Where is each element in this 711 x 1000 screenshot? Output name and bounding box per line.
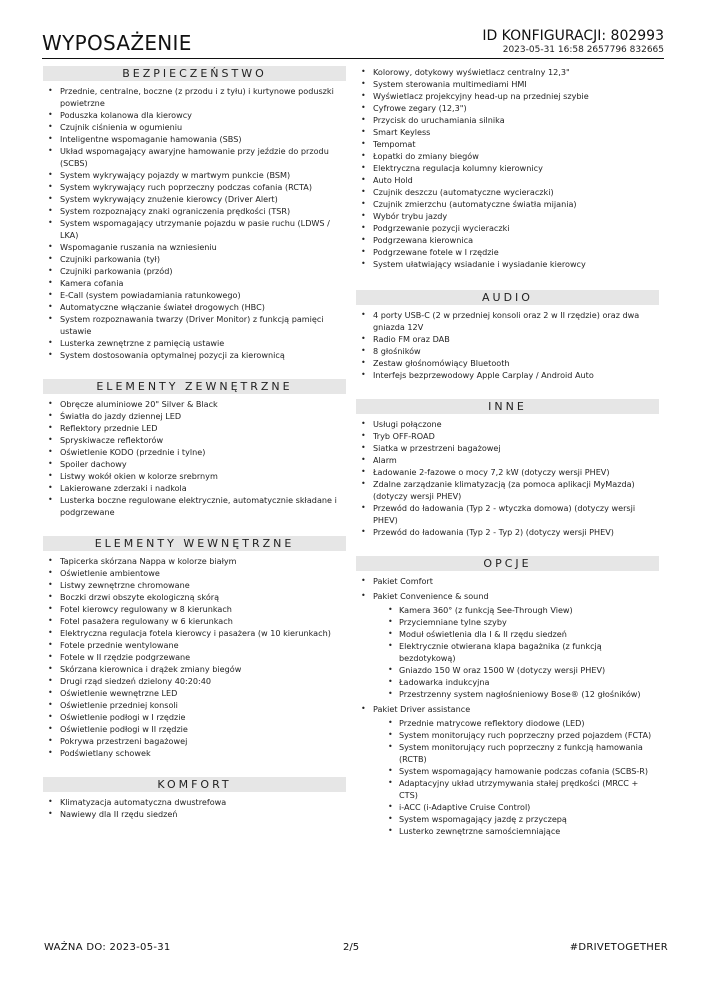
section-title: INNE [356,399,659,414]
list-item: • Fotel kierowcy regulowany w 8 kierunkach [47,603,346,615]
list-item: • Usługi połączone [360,418,659,430]
list-item: • Fotel pasażera regulowany w 6 kierunkach [47,615,346,627]
package-sub-list [373,717,659,837]
list-item: • Podświetlany schowek [47,747,346,759]
right-column [356,66,659,840]
list-item: • Obręcze aluminiowe 20" Silver & Black [47,398,346,410]
list-item: • Lakierowane zderzaki i nadkola [47,482,346,494]
list-item: • Moduł oświetlenia dla I & II rzędu siedzeń [387,628,659,640]
configuration-id: ID KONFIGURACJI: 802993 [482,28,664,44]
item-list [356,66,659,270]
section-opcje [356,556,659,837]
list-item: • Przyciemniane tylne szyby [387,616,659,628]
list-item: • System wykrywający pojazdy w martwym punkcie (BSM) [47,169,346,181]
section-komfort [43,777,346,820]
list-item: • Spryskiwacze reflektorów [47,434,346,446]
list-item: • Wyświetlacz projekcyjny head-up na przedniej szybie [360,90,659,102]
list-item: • Fotele w II rzędzie podgrzewane [47,651,346,663]
list-item: • System wspomagający utrzymanie pojazdu w pasie ruchu (LDWS / LKA) [47,217,346,241]
list-item: • i-ACC (i-Adaptive Cruise Control) [387,801,659,813]
list-item: • Tryb OFF-ROAD [360,430,659,442]
list-item: • Pokrywa przestrzeni bagażowej [47,735,346,747]
list-item: • Zestaw głośnomówiący Bluetooth [360,357,659,369]
list-item: • Zdalne zarządzanie klimatyzacją (za pomoca aplikacji MyMazda) (dotyczy wersji PHEV) [360,478,659,502]
section-title: KOMFORT [43,777,346,792]
list-item: • Alarm [360,454,659,466]
list-item: • Interfejs bezprzewodowy Apple Carplay / Android Auto [360,369,659,381]
list-item: • Czujnik deszczu (automatyczne wycieraczki) [360,186,659,198]
list-item: • Boczki drzwi obszyte ekologiczną skórą [47,591,346,603]
item-list [356,418,659,538]
item-list [43,398,346,518]
package-name: Pakiet Driver assistance [373,704,471,714]
list-item: • Gniazdo 150 W oraz 1500 W (dotyczy wersji PHEV) [387,664,659,676]
list-item: • Przednie matrycowe reflektory diodowe (LED) [387,717,659,729]
list-item: • Ładowanie 2-fazowe o mocy 7,2 kW (dotyczy wersji PHEV) [360,466,659,478]
page-number: 2/5 [343,942,360,953]
list-item: • Lusterko zewnętrzne samościemniające [387,825,659,837]
list-item: • Przewód do ładowania (Typ 2 - Typ 2) (dotyczy wersji PHEV) [360,526,659,538]
list-item: • System dostosowania optymalnej pozycji za kierownicą [47,349,346,361]
list-item: • Oświetlenie KODO (przednie i tylne) [47,446,346,458]
section-bezpieczenstwo [43,66,346,361]
package-item [360,575,659,587]
list-item: • System wykrywający znużenie kierowcy (Driver Alert) [47,193,346,205]
list-item: • Spoiler dachowy [47,458,346,470]
list-item: • Fotele przednie wentylowane [47,639,346,651]
list-item: • Reflektory przednie LED [47,422,346,434]
list-item: • Czujniki parkowania (przód) [47,265,346,277]
list-item: • System monitorujący ruch poprzeczny z funkcją hamowania (RCTB) [387,741,659,765]
list-item: • Podgrzewanie pozycji wycieraczki [360,222,659,234]
list-item: • Skórzana kierownica i drążek zmiany biegów [47,663,346,675]
list-item: • Poduszka kolanowa dla kierowcy [47,109,346,121]
list-item: • System ułatwiający wsiadanie i wysiadanie kierowcy [360,258,659,270]
list-item: • Listwy wokół okien w kolorze srebrnym [47,470,346,482]
section-elementy-zewnetrzne [43,379,346,518]
list-item: • Podgrzewane fotele w I rzędzie [360,246,659,258]
list-item: • Elektrycznie otwierana klapa bagażnika (z funkcją bezdotykową) [387,640,659,664]
list-item: • Oświetlenie ambientowe [47,567,346,579]
list-item: • Układ wspomagający awaryjne hamowanie przy jeździe do przodu (SCBS) [47,145,346,169]
list-item: • Inteligentne wspomaganie hamowania (SBS) [47,133,346,145]
list-item: • Elektryczna regulacja fotela kierowcy i pasażera (w 10 kierunkach) [47,627,346,639]
list-item: • Listwy zewnętrzne chromowane [47,579,346,591]
list-item: • Kamera cofania [47,277,346,289]
list-item: • Elektryczna regulacja kolumny kierownicy [360,162,659,174]
configuration-meta: 2023-05-31 16:58 2657796 832665 [502,45,664,55]
section-title: ELEMENTY ZEWNĘTRZNE [43,379,346,394]
list-item: • Oświetlenie podłogi w I rzędzie [47,711,346,723]
list-item: • System wspomagający jazdę z przyczepą [387,813,659,825]
list-item: • Światła do jazdy dziennej LED [47,410,346,422]
list-item: • Przycisk do uruchamiania silnika [360,114,659,126]
list-item: • 4 porty USB-C (2 w przedniej konsoli oraz 2 w II rzędzie) oraz dwa gniazda 12V [360,309,659,333]
list-item: • Nawiewy dla II rzędu siedzeń [47,808,346,820]
list-item: • Wspomaganie ruszania na wzniesieniu [47,241,346,253]
section-title: BEZPIECZEŃSTWO [43,66,346,81]
list-item: • Klimatyzacja automatyczna dwustrefowa [47,796,346,808]
list-item: • Przestrzenny system nagłośnieniowy Bose® (12 głośników) [387,688,659,700]
list-item: • Czujniki parkowania (tył) [47,253,346,265]
list-item: • Lusterka boczne regulowane elektrycznie, automatycznie składane i podgrzewane [47,494,346,518]
list-item: • Kamera 360° (z funkcją See-Through View) [387,604,659,616]
list-item: • Oświetlenie podłogi w II rzędzie [47,723,346,735]
package-item [360,590,659,700]
list-item: • Podgrzewana kierownica [360,234,659,246]
package-item [360,703,659,837]
list-item: • Lusterka zewnętrzne z pamięcią ustawie [47,337,346,349]
list-item: • Adaptacyjny układ utrzymywania stałej prędkości (MRCC + CTS) [387,777,659,801]
item-list [356,309,659,381]
list-item: • Oświetlenie wewnętrzne LED [47,687,346,699]
list-item: • Drugi rząd siedzeń dzielony 40:20:40 [47,675,346,687]
list-item: • Automatyczne włączanie świateł drogowych (HBC) [47,301,346,313]
list-item: • System sterowania multimediami HMI [360,78,659,90]
section-title: ELEMENTY WEWNĘTRZNE [43,536,346,551]
list-item: • Tapicerka skórzana Nappa w kolorze białym [47,555,346,567]
list-item: • Siatka w przestrzeni bagażowej [360,442,659,454]
section-inne [356,399,659,538]
list-item: • Tempomat [360,138,659,150]
item-list [43,85,346,361]
list-item: • Czujnik zmierzchu (automatyczne światła mijania) [360,198,659,210]
item-list [43,555,346,759]
list-item: • Kolorowy, dotykowy wyświetlacz centralny 12,3" [360,66,659,78]
list-item: • 8 głośników [360,345,659,357]
section-title: OPCJE [356,556,659,571]
section-audio [356,290,659,381]
list-item: • System rozpoznawania twarzy (Driver Monitor) z funkcją pamięci ustawie [47,313,346,337]
list-item: • Cyfrowe zegary (12,3") [360,102,659,114]
page-title: WYPOSAŻENIE [42,31,192,55]
list-item: • E-Call (system powiadamiania ratunkowego) [47,289,346,301]
list-item: • Przewód do ładowania (Typ 2 - wtyczka domowa) (dotyczy wersji PHEV) [360,502,659,526]
list-item: • Radio FM oraz DAB [360,333,659,345]
package-sub-list [373,604,659,700]
list-item: • System wspomagający hamowanie podczas cofania (SCBS-R) [387,765,659,777]
list-item: • Smart Keyless [360,126,659,138]
list-item: • Łopatki do zmiany biegów [360,150,659,162]
header-divider [42,58,664,59]
list-item: • Czujnik ciśnienia w ogumieniu [47,121,346,133]
list-item: • System rozpoznający znaki ograniczenia prędkości (TSR) [47,205,346,217]
valid-until: WAŻNA DO: 2023-05-31 [44,942,171,953]
section-title: AUDIO [356,290,659,305]
list-item: • Wybór trybu jazdy [360,210,659,222]
left-column [43,66,346,820]
list-item: • Ładowarka indukcyjna [387,676,659,688]
list-item: • Auto Hold [360,174,659,186]
package-name: Pakiet Comfort [373,576,433,586]
section-komfort-continued [356,66,659,270]
package-list [356,575,659,837]
list-item: • System wykrywający ruch poprzeczny podczas cofania (RCTA) [47,181,346,193]
package-name: Pakiet Convenience & sound [373,591,489,601]
list-item: • System monitorujący ruch poprzeczny przed pojazdem (FCTA) [387,729,659,741]
section-elementy-wewnetrzne [43,536,346,759]
list-item: • Oświetlenie przedniej konsoli [47,699,346,711]
list-item: • Przednie, centralne, boczne (z przodu i z tyłu) i kurtynowe poduszki powietrzne [47,85,346,109]
item-list [43,796,346,820]
hashtag: #DRIVETOGETHER [569,942,668,953]
